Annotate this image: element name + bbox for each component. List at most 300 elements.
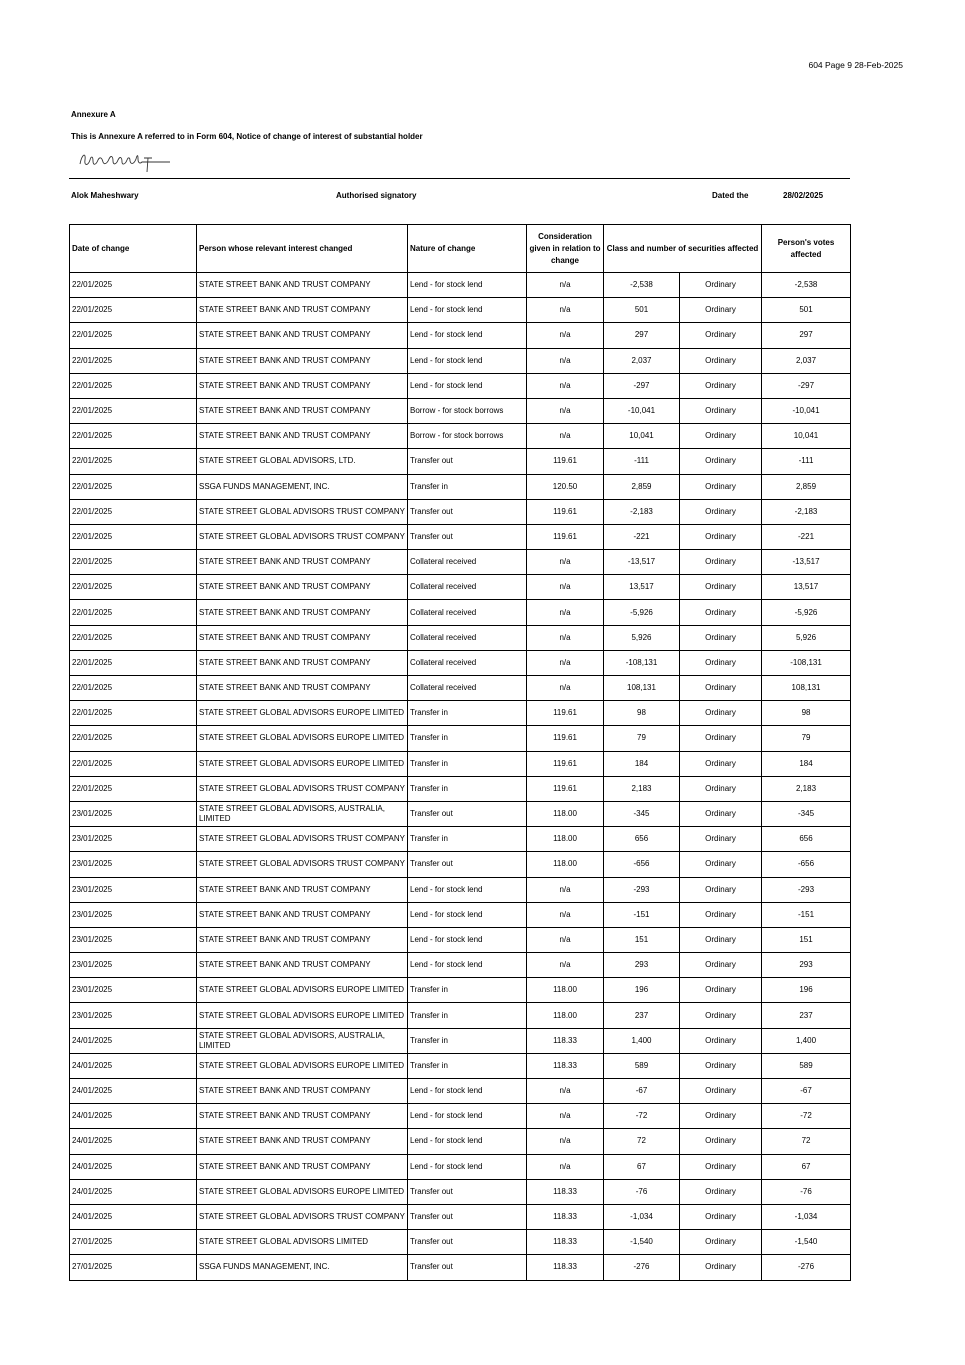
signature-image <box>76 146 176 176</box>
table-row <box>70 1028 851 1053</box>
cell-nature: Collateral received <box>408 625 527 650</box>
cell-number: -1,540 <box>604 1230 680 1255</box>
cell-date: 22/01/2025 <box>70 499 197 524</box>
cell-nature: Lend - for stock lend <box>408 877 527 902</box>
table-row <box>70 550 851 575</box>
cell-nature: Collateral received <box>408 650 527 675</box>
cell-number: -2,183 <box>604 499 680 524</box>
cell-nature: Collateral received <box>408 575 527 600</box>
cell-nature: Transfer in <box>408 776 527 801</box>
table-row <box>70 1079 851 1104</box>
cell-date: 22/01/2025 <box>70 676 197 701</box>
cell-consideration: n/a <box>527 1104 604 1129</box>
table-row <box>70 877 851 902</box>
cell-votes: -221 <box>762 524 851 549</box>
cell-date: 22/01/2025 <box>70 726 197 751</box>
cell-nature: Collateral received <box>408 676 527 701</box>
cell-class: Ordinary <box>680 524 762 549</box>
table-row <box>70 323 851 348</box>
cell-date: 27/01/2025 <box>70 1255 197 1280</box>
cell-class: Ordinary <box>680 1179 762 1204</box>
cell-votes: 184 <box>762 751 851 776</box>
cell-date: 22/01/2025 <box>70 348 197 373</box>
table-row <box>70 348 851 373</box>
cell-person: STATE STREET GLOBAL ADVISORS EUROPE LIMITED <box>197 978 408 1003</box>
table-row <box>70 474 851 499</box>
cell-nature: Transfer out <box>408 524 527 549</box>
cell-number: -221 <box>604 524 680 549</box>
cell-date: 22/01/2025 <box>70 474 197 499</box>
cell-class: Ordinary <box>680 1003 762 1028</box>
cell-nature: Transfer in <box>408 474 527 499</box>
cell-date: 22/01/2025 <box>70 373 197 398</box>
cell-person: STATE STREET BANK AND TRUST COMPANY <box>197 550 408 575</box>
cell-nature: Lend - for stock lend <box>408 1104 527 1129</box>
cell-nature: Borrow - for stock borrows <box>408 398 527 423</box>
table-row <box>70 449 851 474</box>
cell-nature: Lend - for stock lend <box>408 927 527 952</box>
cell-consideration: n/a <box>527 373 604 398</box>
cell-votes: -108,131 <box>762 650 851 675</box>
cell-consideration: 119.61 <box>527 499 604 524</box>
cell-number: 297 <box>604 323 680 348</box>
cell-nature: Lend - for stock lend <box>408 298 527 323</box>
cell-date: 22/01/2025 <box>70 751 197 776</box>
cell-number: -108,131 <box>604 650 680 675</box>
cell-number: 98 <box>604 701 680 726</box>
cell-date: 24/01/2025 <box>70 1028 197 1053</box>
cell-consideration: n/a <box>527 1079 604 1104</box>
cell-consideration: n/a <box>527 550 604 575</box>
header-rule <box>69 178 850 179</box>
cell-votes: 72 <box>762 1129 851 1154</box>
cell-nature: Transfer out <box>408 1255 527 1280</box>
cell-votes: -1,034 <box>762 1204 851 1229</box>
cell-date: 23/01/2025 <box>70 927 197 952</box>
cell-nature: Transfer out <box>408 449 527 474</box>
cell-person: STATE STREET BANK AND TRUST COMPANY <box>197 298 408 323</box>
table-row <box>70 1003 851 1028</box>
cell-votes: -1,540 <box>762 1230 851 1255</box>
cell-votes: -297 <box>762 373 851 398</box>
table-row <box>70 1204 851 1229</box>
cell-nature: Transfer in <box>408 726 527 751</box>
cell-date: 27/01/2025 <box>70 1230 197 1255</box>
cell-consideration: 118.33 <box>527 1053 604 1078</box>
cell-votes: -67 <box>762 1079 851 1104</box>
header-consideration: Consideration given in relation to change <box>527 225 604 273</box>
cell-number: -10,041 <box>604 398 680 423</box>
cell-person: STATE STREET GLOBAL ADVISORS EUROPE LIMITED <box>197 1053 408 1078</box>
table-row <box>70 801 851 826</box>
cell-consideration: 118.33 <box>527 1204 604 1229</box>
cell-consideration: n/a <box>527 323 604 348</box>
cell-consideration: n/a <box>527 398 604 423</box>
cell-person: STATE STREET BANK AND TRUST COMPANY <box>197 398 408 423</box>
cell-votes: -76 <box>762 1179 851 1204</box>
cell-votes: -345 <box>762 801 851 826</box>
cell-number: -656 <box>604 852 680 877</box>
cell-consideration: 119.61 <box>527 751 604 776</box>
cell-number: 589 <box>604 1053 680 1078</box>
cell-votes: 237 <box>762 1003 851 1028</box>
cell-votes: -72 <box>762 1104 851 1129</box>
header-person: Person whose relevant interest changed <box>197 225 408 273</box>
cell-class: Ordinary <box>680 1079 762 1104</box>
cell-person: STATE STREET GLOBAL ADVISORS EUROPE LIMITED <box>197 1003 408 1028</box>
cell-date: 24/01/2025 <box>70 1129 197 1154</box>
cell-class: Ordinary <box>680 726 762 751</box>
cell-consideration: 118.33 <box>527 1179 604 1204</box>
cell-class: Ordinary <box>680 348 762 373</box>
cell-number: 2,037 <box>604 348 680 373</box>
cell-class: Ordinary <box>680 600 762 625</box>
table-row <box>70 1179 851 1204</box>
cell-number: 67 <box>604 1154 680 1179</box>
cell-consideration: 119.61 <box>527 701 604 726</box>
cell-votes: 656 <box>762 827 851 852</box>
cell-person: STATE STREET GLOBAL ADVISORS EUROPE LIMITED <box>197 726 408 751</box>
cell-person: STATE STREET GLOBAL ADVISORS LIMITED <box>197 1230 408 1255</box>
cell-class: Ordinary <box>680 1230 762 1255</box>
cell-votes: 67 <box>762 1154 851 1179</box>
cell-person: STATE STREET BANK AND TRUST COMPANY <box>197 575 408 600</box>
cell-date: 24/01/2025 <box>70 1179 197 1204</box>
table-row <box>70 1255 851 1280</box>
header-nature: Nature of change <box>408 225 527 273</box>
cell-class: Ordinary <box>680 801 762 826</box>
annexure-title: Annexure A <box>71 110 116 119</box>
cell-number: -276 <box>604 1255 680 1280</box>
cell-date: 23/01/2025 <box>70 1003 197 1028</box>
cell-class: Ordinary <box>680 323 762 348</box>
cell-number: 2,183 <box>604 776 680 801</box>
cell-nature: Transfer out <box>408 801 527 826</box>
cell-class: Ordinary <box>680 1104 762 1129</box>
cell-number: -1,034 <box>604 1204 680 1229</box>
table-row <box>70 978 851 1003</box>
cell-consideration: 119.61 <box>527 524 604 549</box>
cell-number: -293 <box>604 877 680 902</box>
cell-consideration: 118.00 <box>527 1003 604 1028</box>
table-row <box>70 273 851 298</box>
cell-class: Ordinary <box>680 1129 762 1154</box>
cell-person: STATE STREET GLOBAL ADVISORS TRUST COMPANY <box>197 524 408 549</box>
cell-class: Ordinary <box>680 625 762 650</box>
table-row <box>70 575 851 600</box>
cell-number: -297 <box>604 373 680 398</box>
cell-consideration: 119.61 <box>527 726 604 751</box>
dated-value: 28/02/2025 <box>783 191 824 200</box>
cell-nature: Transfer in <box>408 1003 527 1028</box>
table-row <box>70 902 851 927</box>
cell-consideration: n/a <box>527 927 604 952</box>
cell-nature: Transfer in <box>408 1053 527 1078</box>
cell-votes: 98 <box>762 701 851 726</box>
cell-number: 79 <box>604 726 680 751</box>
cell-consideration: 118.00 <box>527 852 604 877</box>
signatory-role: Authorised signatory <box>336 191 417 200</box>
cell-consideration: 118.00 <box>527 801 604 826</box>
cell-number: -2,538 <box>604 273 680 298</box>
cell-class: Ordinary <box>680 398 762 423</box>
cell-consideration: 118.33 <box>527 1230 604 1255</box>
table-header-row <box>70 225 851 273</box>
cell-class: Ordinary <box>680 1053 762 1078</box>
cell-class: Ordinary <box>680 676 762 701</box>
cell-consideration: n/a <box>527 424 604 449</box>
cell-number: 5,926 <box>604 625 680 650</box>
cell-class: Ordinary <box>680 927 762 952</box>
signatory-name: Alok Maheshwary <box>71 191 139 200</box>
table-row <box>70 373 851 398</box>
cell-class: Ordinary <box>680 877 762 902</box>
cell-person: STATE STREET BANK AND TRUST COMPANY <box>197 348 408 373</box>
cell-nature: Transfer in <box>408 701 527 726</box>
cell-votes: -111 <box>762 449 851 474</box>
cell-votes: 13,517 <box>762 575 851 600</box>
cell-class: Ordinary <box>680 424 762 449</box>
cell-consideration: n/a <box>527 625 604 650</box>
cell-nature: Transfer out <box>408 1204 527 1229</box>
cell-person: STATE STREET GLOBAL ADVISORS EUROPE LIMITED <box>197 701 408 726</box>
table-row <box>70 927 851 952</box>
cell-class: Ordinary <box>680 474 762 499</box>
cell-nature: Transfer in <box>408 827 527 852</box>
cell-votes: -5,926 <box>762 600 851 625</box>
cell-date: 24/01/2025 <box>70 1053 197 1078</box>
cell-date: 24/01/2025 <box>70 1204 197 1229</box>
cell-votes: -13,517 <box>762 550 851 575</box>
cell-nature: Transfer out <box>408 1179 527 1204</box>
cell-number: -67 <box>604 1079 680 1104</box>
cell-person: STATE STREET GLOBAL ADVISORS, AUSTRALIA, LIMITED <box>197 1028 408 1053</box>
cell-class: Ordinary <box>680 827 762 852</box>
cell-consideration: 120.50 <box>527 474 604 499</box>
cell-nature: Lend - for stock lend <box>408 1079 527 1104</box>
cell-nature: Collateral received <box>408 550 527 575</box>
cell-number: 151 <box>604 927 680 952</box>
changes-table <box>69 224 851 1281</box>
header-votes: Person's votes affected <box>762 225 851 273</box>
cell-votes: -10,041 <box>762 398 851 423</box>
cell-nature: Transfer out <box>408 852 527 877</box>
cell-date: 23/01/2025 <box>70 953 197 978</box>
cell-votes: 5,926 <box>762 625 851 650</box>
cell-date: 22/01/2025 <box>70 776 197 801</box>
cell-class: Ordinary <box>680 1154 762 1179</box>
page-meta: 604 Page 9 28-Feb-2025 <box>808 60 903 70</box>
cell-number: 72 <box>604 1129 680 1154</box>
cell-votes: 501 <box>762 298 851 323</box>
cell-class: Ordinary <box>680 449 762 474</box>
table-row <box>70 1230 851 1255</box>
cell-person: STATE STREET BANK AND TRUST COMPANY <box>197 927 408 952</box>
cell-number: 196 <box>604 978 680 1003</box>
cell-class: Ordinary <box>680 499 762 524</box>
table-row <box>70 676 851 701</box>
cell-number: 293 <box>604 953 680 978</box>
cell-votes: -656 <box>762 852 851 877</box>
cell-nature: Lend - for stock lend <box>408 902 527 927</box>
cell-votes: 108,131 <box>762 676 851 701</box>
cell-date: 23/01/2025 <box>70 902 197 927</box>
cell-number: -151 <box>604 902 680 927</box>
cell-number: 10,041 <box>604 424 680 449</box>
cell-consideration: 118.33 <box>527 1255 604 1280</box>
table-row <box>70 600 851 625</box>
cell-person: STATE STREET GLOBAL ADVISORS EUROPE LIMITED <box>197 751 408 776</box>
cell-person: STATE STREET BANK AND TRUST COMPANY <box>197 273 408 298</box>
cell-votes: -2,183 <box>762 499 851 524</box>
cell-consideration: n/a <box>527 600 604 625</box>
table-row <box>70 625 851 650</box>
cell-date: 22/01/2025 <box>70 424 197 449</box>
cell-class: Ordinary <box>680 776 762 801</box>
cell-number: 108,131 <box>604 676 680 701</box>
cell-number: 13,517 <box>604 575 680 600</box>
cell-votes: -2,538 <box>762 273 851 298</box>
cell-class: Ordinary <box>680 650 762 675</box>
cell-person: STATE STREET BANK AND TRUST COMPANY <box>197 1129 408 1154</box>
table-row <box>70 298 851 323</box>
cell-person: STATE STREET GLOBAL ADVISORS EUROPE LIMITED <box>197 1179 408 1204</box>
cell-nature: Lend - for stock lend <box>408 273 527 298</box>
cell-nature: Lend - for stock lend <box>408 953 527 978</box>
cell-class: Ordinary <box>680 550 762 575</box>
cell-date: 23/01/2025 <box>70 852 197 877</box>
cell-number: -5,926 <box>604 600 680 625</box>
table-row <box>70 424 851 449</box>
cell-class: Ordinary <box>680 575 762 600</box>
cell-nature: Lend - for stock lend <box>408 1154 527 1179</box>
cell-date: 22/01/2025 <box>70 650 197 675</box>
table-row <box>70 701 851 726</box>
table-row <box>70 1104 851 1129</box>
cell-votes: 79 <box>762 726 851 751</box>
cell-date: 22/01/2025 <box>70 600 197 625</box>
cell-person: STATE STREET BANK AND TRUST COMPANY <box>197 625 408 650</box>
cell-class: Ordinary <box>680 1255 762 1280</box>
cell-person: SSGA FUNDS MANAGEMENT, INC. <box>197 474 408 499</box>
cell-person: STATE STREET GLOBAL ADVISORS TRUST COMPANY <box>197 1204 408 1229</box>
cell-class: Ordinary <box>680 751 762 776</box>
cell-nature: Transfer in <box>408 751 527 776</box>
cell-votes: 1,400 <box>762 1028 851 1053</box>
table-row <box>70 650 851 675</box>
cell-consideration: n/a <box>527 298 604 323</box>
cell-date: 22/01/2025 <box>70 524 197 549</box>
cell-consideration: n/a <box>527 953 604 978</box>
table-row <box>70 1154 851 1179</box>
table-row <box>70 953 851 978</box>
cell-votes: 151 <box>762 927 851 952</box>
cell-votes: 297 <box>762 323 851 348</box>
header-date: Date of change <box>70 225 197 273</box>
cell-nature: Transfer in <box>408 978 527 1003</box>
cell-votes: 589 <box>762 1053 851 1078</box>
header-class-number: Class and number of securities affected <box>604 225 762 273</box>
cell-person: STATE STREET BANK AND TRUST COMPANY <box>197 1079 408 1104</box>
cell-nature: Lend - for stock lend <box>408 1129 527 1154</box>
cell-person: STATE STREET BANK AND TRUST COMPANY <box>197 1154 408 1179</box>
cell-person: STATE STREET BANK AND TRUST COMPANY <box>197 877 408 902</box>
cell-person: STATE STREET BANK AND TRUST COMPANY <box>197 902 408 927</box>
cell-consideration: 119.61 <box>527 776 604 801</box>
cell-votes: 10,041 <box>762 424 851 449</box>
cell-date: 24/01/2025 <box>70 1079 197 1104</box>
cell-date: 22/01/2025 <box>70 701 197 726</box>
cell-person: STATE STREET GLOBAL ADVISORS TRUST COMPANY <box>197 827 408 852</box>
cell-class: Ordinary <box>680 978 762 1003</box>
table-body <box>70 273 851 1281</box>
cell-person: STATE STREET BANK AND TRUST COMPANY <box>197 600 408 625</box>
cell-nature: Transfer in <box>408 1028 527 1053</box>
cell-date: 22/01/2025 <box>70 449 197 474</box>
cell-number: -76 <box>604 1179 680 1204</box>
table-row <box>70 726 851 751</box>
cell-date: 23/01/2025 <box>70 978 197 1003</box>
cell-class: Ordinary <box>680 273 762 298</box>
cell-consideration: n/a <box>527 273 604 298</box>
table-row <box>70 776 851 801</box>
cell-consideration: n/a <box>527 1129 604 1154</box>
cell-consideration: n/a <box>527 575 604 600</box>
cell-person: STATE STREET BANK AND TRUST COMPANY <box>197 323 408 348</box>
cell-nature: Collateral received <box>408 600 527 625</box>
cell-date: 23/01/2025 <box>70 801 197 826</box>
dated-label: Dated the <box>712 191 749 200</box>
cell-votes: 293 <box>762 953 851 978</box>
table-row <box>70 398 851 423</box>
cell-date: 22/01/2025 <box>70 323 197 348</box>
cell-date: 22/01/2025 <box>70 550 197 575</box>
cell-date: 24/01/2025 <box>70 1154 197 1179</box>
cell-date: 23/01/2025 <box>70 877 197 902</box>
cell-date: 23/01/2025 <box>70 827 197 852</box>
cell-class: Ordinary <box>680 1028 762 1053</box>
table-row <box>70 751 851 776</box>
cell-consideration: n/a <box>527 650 604 675</box>
cell-date: 22/01/2025 <box>70 575 197 600</box>
cell-class: Ordinary <box>680 701 762 726</box>
cell-date: 22/01/2025 <box>70 298 197 323</box>
cell-number: -72 <box>604 1104 680 1129</box>
cell-person: STATE STREET GLOBAL ADVISORS TRUST COMPANY <box>197 852 408 877</box>
cell-number: -345 <box>604 801 680 826</box>
cell-votes: 2,037 <box>762 348 851 373</box>
cell-number: 2,859 <box>604 474 680 499</box>
cell-consideration: n/a <box>527 348 604 373</box>
table-row <box>70 499 851 524</box>
cell-class: Ordinary <box>680 852 762 877</box>
cell-person: STATE STREET BANK AND TRUST COMPANY <box>197 373 408 398</box>
cell-person: STATE STREET BANK AND TRUST COMPANY <box>197 953 408 978</box>
table-row <box>70 1053 851 1078</box>
cell-votes: -151 <box>762 902 851 927</box>
cell-nature: Borrow - for stock borrows <box>408 424 527 449</box>
cell-consideration: 118.00 <box>527 978 604 1003</box>
cell-consideration: n/a <box>527 676 604 701</box>
cell-date: 22/01/2025 <box>70 398 197 423</box>
table-row <box>70 827 851 852</box>
cell-number: -111 <box>604 449 680 474</box>
cell-consideration: n/a <box>527 1154 604 1179</box>
cell-class: Ordinary <box>680 902 762 927</box>
cell-person: STATE STREET BANK AND TRUST COMPANY <box>197 676 408 701</box>
cell-person: STATE STREET GLOBAL ADVISORS TRUST COMPANY <box>197 776 408 801</box>
cell-votes: -293 <box>762 877 851 902</box>
